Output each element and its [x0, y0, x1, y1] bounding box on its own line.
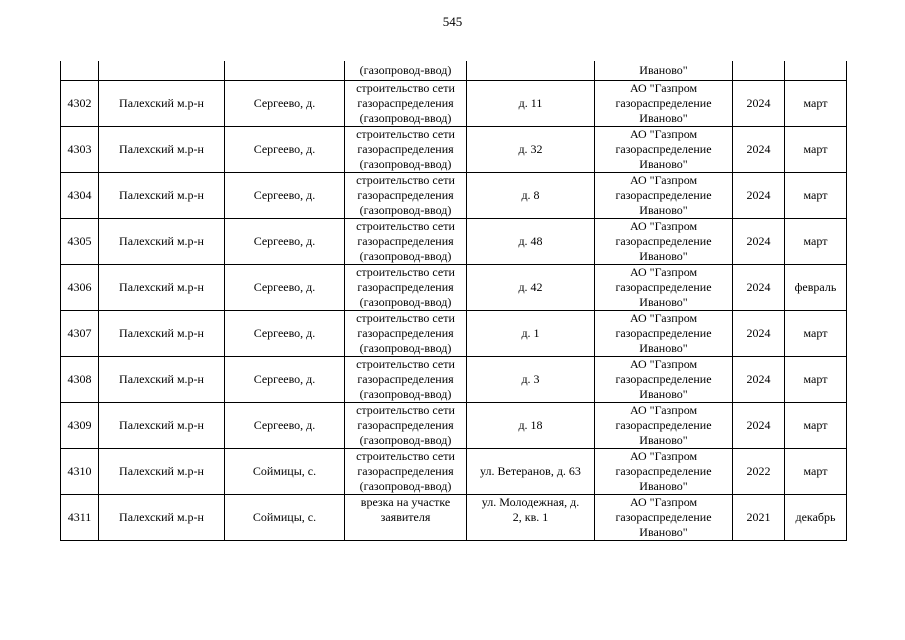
cell-address: д. 3 [467, 357, 595, 403]
cell-year: 2024 [733, 81, 785, 127]
cell-settlement: Соймицы, с. [225, 495, 345, 541]
cell-address [467, 495, 595, 541]
cell-work [345, 495, 467, 541]
cell-org-line: Иваново" [639, 249, 688, 263]
cell-id: 4306 [61, 265, 99, 311]
cell-month [785, 61, 847, 81]
cell-org-line: АО "Газпром [629, 173, 698, 187]
cell-org-line: газораспределение [615, 280, 712, 294]
registry-table [60, 61, 847, 541]
cell-org-line: Иваново" [639, 433, 688, 447]
cell-settlement: Сергеево, д. [225, 173, 345, 219]
cell-settlement: Сергеево, д. [225, 265, 345, 311]
cell-id: 4311 [61, 495, 99, 541]
table-row [61, 81, 847, 127]
cell-work-line: (газопровод-ввод) [359, 295, 452, 309]
cell-district: Палехский м.р-н [99, 357, 225, 403]
cell-district: Палехский м.р-н [99, 219, 225, 265]
table-row [61, 403, 847, 449]
cell-id: 4307 [61, 311, 99, 357]
cell-address [467, 61, 595, 81]
cell-work-line: газораспределения [357, 96, 454, 110]
cell-month: март [785, 127, 847, 173]
cell-org-line: АО "Газпром [629, 81, 698, 95]
cell-work [345, 403, 467, 449]
cell-work [345, 449, 467, 495]
cell-work-line: газораспределения [357, 142, 454, 156]
cell-work-line: (газопровод-ввод) [359, 203, 452, 217]
cell-org-line: АО "Газпром [629, 311, 698, 325]
cell-org-line: газораспределение [615, 188, 712, 202]
cell-work: (газопровод-ввод) [345, 61, 467, 81]
cell-month: март [785, 311, 847, 357]
cell-work [345, 311, 467, 357]
cell-year: 2024 [733, 127, 785, 173]
table-row [61, 311, 847, 357]
cell-id [61, 61, 99, 81]
cell-month: март [785, 357, 847, 403]
cell-org-line: Иваново" [639, 157, 688, 171]
cell-month: март [785, 449, 847, 495]
cell-org [595, 311, 733, 357]
cell-year [733, 61, 785, 81]
cell-work-line: газораспределения [357, 326, 454, 340]
cell-org-line: Иваново" [639, 295, 688, 309]
cell-work-line: строительство сети [356, 311, 455, 325]
cell-org-line: АО "Газпром [629, 449, 698, 463]
cell-address: д. 8 [467, 173, 595, 219]
cell-work-line: строительство сети [356, 173, 455, 187]
cell-org-line: Иваново" [639, 111, 688, 125]
table-row [61, 127, 847, 173]
cell-year: 2021 [733, 495, 785, 541]
cell-district: Палехский м.р-н [99, 495, 225, 541]
cell-id: 4302 [61, 81, 99, 127]
cell-work-line: врезка на участке [360, 495, 451, 509]
cell-org-line: Иваново" [639, 387, 688, 401]
cell-org: Иваново" [595, 61, 733, 81]
cell-org-line: АО "Газпром [629, 357, 698, 371]
cell-id: 4303 [61, 127, 99, 173]
table-row [61, 219, 847, 265]
cell-work-line: (газопровод-ввод) [359, 479, 452, 493]
cell-district [99, 61, 225, 81]
cell-address: д. 32 [467, 127, 595, 173]
cell-org-line: газораспределение [615, 142, 712, 156]
cell-work-line: строительство сети [356, 265, 455, 279]
cell-org [595, 265, 733, 311]
cell-settlement: Сергеево, д. [225, 311, 345, 357]
cell-settlement: Сергеево, д. [225, 219, 345, 265]
cell-work-line: строительство сети [356, 403, 455, 417]
cell-month: март [785, 173, 847, 219]
cell-work [345, 127, 467, 173]
cell-settlement: Соймицы, с. [225, 449, 345, 495]
table-row [61, 173, 847, 219]
cell-id: 4310 [61, 449, 99, 495]
cell-work-line: газораспределения [357, 418, 454, 432]
cell-work-line: газораспределения [357, 464, 454, 478]
cell-month: март [785, 403, 847, 449]
cell-district: Палехский м.р-н [99, 127, 225, 173]
cell-work-line: газораспределения [357, 280, 454, 294]
table-row [61, 495, 847, 541]
cell-work [345, 265, 467, 311]
cell-district: Палехский м.р-н [99, 81, 225, 127]
cell-work-line: строительство сети [356, 219, 455, 233]
cell-work-line: (газопровод-ввод) [359, 249, 452, 263]
cell-org [595, 127, 733, 173]
cell-org-line: газораспределение [615, 464, 712, 478]
cell-month: март [785, 81, 847, 127]
cell-org [595, 81, 733, 127]
cell-district: Палехский м.р-н [99, 449, 225, 495]
cell-org-line: АО "Газпром [629, 127, 698, 141]
cell-org-line: АО "Газпром [629, 219, 698, 233]
cell-settlement: Сергеево, д. [225, 81, 345, 127]
cell-work-line: заявителя [380, 510, 431, 524]
table-row [61, 265, 847, 311]
cell-settlement [225, 61, 345, 81]
cell-org-line: Иваново" [639, 525, 688, 539]
cell-address-line: 2, кв. 1 [512, 510, 549, 524]
cell-address: д. 42 [467, 265, 595, 311]
cell-org-line: АО "Газпром [629, 403, 698, 417]
cell-org-line: газораспределение [615, 372, 712, 386]
cell-year: 2022 [733, 449, 785, 495]
cell-org [595, 449, 733, 495]
cell-address: ул. Ветеранов, д. 63 [467, 449, 595, 495]
cell-org [595, 173, 733, 219]
cell-org [595, 495, 733, 541]
cell-month: март [785, 219, 847, 265]
cell-address-line: ул. Молодежная, д. [481, 495, 580, 509]
cell-org-line: газораспределение [615, 510, 712, 524]
cell-month: февраль [785, 265, 847, 311]
cell-settlement: Сергеево, д. [225, 403, 345, 449]
cell-org [595, 403, 733, 449]
cell-org-line: Иваново" [639, 341, 688, 355]
cell-work-line: газораспределения [357, 234, 454, 248]
cell-org [595, 357, 733, 403]
cell-year: 2024 [733, 219, 785, 265]
cell-work-line: газораспределения [357, 188, 454, 202]
cell-org-line: газораспределение [615, 418, 712, 432]
cell-district: Палехский м.р-н [99, 173, 225, 219]
cell-org-line: газораспределение [615, 96, 712, 110]
cell-district: Палехский м.р-н [99, 403, 225, 449]
cell-month: декабрь [785, 495, 847, 541]
cell-org-line: АО "Газпром [629, 495, 698, 509]
cell-org-line: Иваново" [639, 203, 688, 217]
cell-year: 2024 [733, 311, 785, 357]
cell-org [595, 219, 733, 265]
cell-district: Палехский м.р-н [99, 311, 225, 357]
cell-work [345, 219, 467, 265]
cell-work [345, 81, 467, 127]
cell-work-line: (газопровод-ввод) [359, 341, 452, 355]
table-row [61, 357, 847, 403]
cell-address: д. 18 [467, 403, 595, 449]
cell-work-line: (газопровод-ввод) [359, 111, 452, 125]
cell-org-line: Иваново" [639, 479, 688, 493]
table-row-continued [61, 61, 847, 81]
cell-org-line: АО "Газпром [629, 265, 698, 279]
cell-work-line: (газопровод-ввод) [359, 157, 452, 171]
cell-org-line: газораспределение [615, 326, 712, 340]
cell-year: 2024 [733, 265, 785, 311]
cell-address: д. 11 [467, 81, 595, 127]
cell-work-line: (газопровод-ввод) [359, 387, 452, 401]
cell-year: 2024 [733, 173, 785, 219]
cell-id: 4304 [61, 173, 99, 219]
cell-id: 4309 [61, 403, 99, 449]
cell-address: д. 48 [467, 219, 595, 265]
cell-work-line: (газопровод-ввод) [359, 433, 452, 447]
cell-id: 4305 [61, 219, 99, 265]
cell-work [345, 357, 467, 403]
cell-org-line: газораспределение [615, 234, 712, 248]
cell-work-line: строительство сети [356, 449, 455, 463]
page-number: 545 [442, 14, 463, 29]
cell-work [345, 173, 467, 219]
cell-settlement: Сергеево, д. [225, 357, 345, 403]
cell-id: 4308 [61, 357, 99, 403]
cell-district: Палехский м.р-н [99, 265, 225, 311]
cell-settlement: Сергеево, д. [225, 127, 345, 173]
cell-work-line: строительство сети [356, 81, 455, 95]
cell-address: д. 1 [467, 311, 595, 357]
cell-year: 2024 [733, 357, 785, 403]
cell-year: 2024 [733, 403, 785, 449]
table-row [61, 449, 847, 495]
cell-work-line: строительство сети [356, 357, 455, 371]
cell-work-line: строительство сети [356, 127, 455, 141]
cell-work-line: газораспределения [357, 372, 454, 386]
